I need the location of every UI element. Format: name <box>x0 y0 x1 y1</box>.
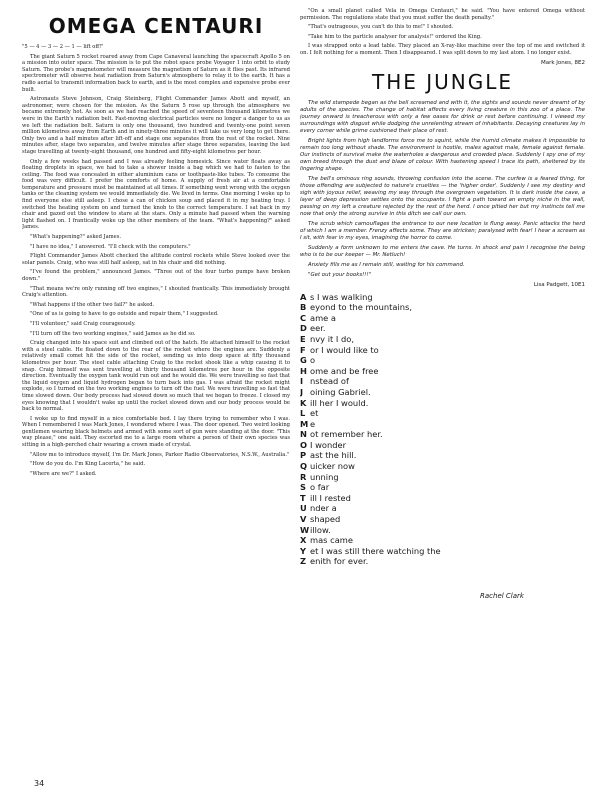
story-paragraph: "That means we're only running off two engines," I shouted frantically. This immediately brought Craig's attention. <box>22 285 290 299</box>
poem-line-text: o far <box>310 482 330 493</box>
omega-centauri-story <box>22 44 290 477</box>
poem-initial-letter: Q <box>300 461 308 472</box>
poem-line <box>300 366 585 377</box>
poem-line <box>300 461 585 472</box>
poem-initial-letter: M <box>300 418 309 429</box>
poem-line <box>300 345 585 356</box>
story-paragraph: "What's happening?" asked James. <box>30 234 122 241</box>
poem-initial-letter: B <box>300 302 307 313</box>
poem-line <box>300 323 585 334</box>
story-paragraph: Anxiety fills me as I remain still, waiting for his command. <box>308 261 465 268</box>
poem-line-text: uicker now <box>310 461 355 472</box>
left-column <box>22 8 290 788</box>
poem-initial-letter: P <box>300 450 307 461</box>
poem-initial-letter: D <box>300 323 307 334</box>
poem-line <box>300 472 585 483</box>
poem-line-text: ot remember her. <box>310 429 383 440</box>
poem-initial-letter: W <box>300 524 310 535</box>
story-paragraph: "One of us is going to have to go outside and repair them," I suggested. <box>30 311 219 318</box>
poem-line <box>300 556 585 567</box>
poem-line-text: eer. <box>310 323 326 334</box>
poem-line-text: nder a <box>310 503 337 514</box>
poem-initial-letter: L <box>300 408 306 419</box>
poem-initial-letter: F <box>300 344 306 355</box>
poem-initial-letter: O <box>300 439 308 450</box>
poem-initial-letter: R <box>300 471 307 482</box>
poem-line-text: shaped <box>310 514 341 525</box>
story-paragraph: Astronauts Steve Johnson, Craig Steinberg, Flight Commander James Abott and myself, an astronomer, were chosen for the mission. As the Saturn 5 rose up through the atmosphere we became extremely hot. As soon as we had reached the speed of seventeen thousand kilometres we were in the Earth's radiation belt. Fast-moving electrical particles were no longer a danger to us as we left the radiation belt. Saturn is only one thousand, two hundred and twenty-one point seven million kilometres away from Earth and in ninety-three minutes it will take us very long to get there. Only two and a half minutes after lift-off and stage one separates from the rest of the rocket. Nine minutes after, stage two separates, and twelve minutes after stage three separates, leaving the last stage travelling at twenty-eight thousand, one hundred and fifty-eight kilometres per hour. <box>22 96 290 155</box>
poem-line <box>300 408 585 419</box>
poem-line-text: e <box>310 418 316 429</box>
poem-line-text: et <box>310 408 319 419</box>
poem-line-text: enith for ever. <box>310 556 369 567</box>
poem-line <box>300 387 585 398</box>
poem-line <box>300 355 585 366</box>
story-paragraph: Suddenly a form unknown to me enters the cave. He turns. In shock and pain I recognise the being who is to be our keeper — Mr. Netluch! <box>300 244 585 258</box>
poem-initial-letter: N <box>300 429 307 440</box>
poem-line <box>300 535 585 546</box>
poem-line-text: ome and be free <box>310 365 379 376</box>
poem-line-text: ill I rested <box>310 492 351 503</box>
story-paragraph: The bell's ominous ring sounds, throwing confusion into the scene. The curfew is a feared thing, for those offending are subjected to nature's cruelties — the 'higher order'. Suddenly I see my destiny and sigh with joyous relief, weaving my way through the overgrown vegetation. It is dark inside the cave, a layer of deep depression settles onto the occupants. I fight a path toward an empty niche in the wall, passing on my left a creature rejected by the rest of the herd. I once pitied her but my instincts tell me now that only the strong survive in this ditch we call our own. <box>300 175 585 217</box>
poem-initial-letter: I <box>300 376 304 387</box>
story-paragraph: Only a few weeks had passed and I was already feeling homesick. Since water floats away as floating droplets in space, we had to take a shower inside a bag which we had to fasten to the ceiling. The food was concealed in either aluminium cans or toothpaste-like tubes. To consume the food was very difficult. I prefer the comforts of home. A supply of fresh air at a comfortable temperature and pressure must be maintained at all times. If something went wrong with the oxygen tanks or the cleaning system we would immediately die. We lived in terms. One morning I woke up to find everyone else still asleep. I chose a can of chicken soup and placed it in my heating tray. I switched the heating system on and turned the knob to the correct temperature. I sat back in my chair and gazed out the window to stare at the stars. Only a minute had passed when the warning light flashed on. I frantically woke up the other members of the team. "What's happening?" asked James. <box>22 158 290 231</box>
story-paragraph: "I'll turn off the two working engines," said James as he did so. <box>30 330 196 337</box>
story-paragraph: Flight Commander James Abott checked the altitude control rockets while Steve looked over the solar panels. Craig, who was still half asleep, sat in his chair and did nothing. <box>22 253 290 266</box>
poem-initial-letter: J <box>300 386 304 397</box>
the-jungle-signature: Lisa Padgett, 10E1 <box>533 281 585 288</box>
poem-line-text: illow. <box>310 524 331 535</box>
poem-initial-letter: Y <box>300 545 307 556</box>
poem-line-text: nvy it I do, <box>310 333 354 344</box>
right-column <box>300 8 585 788</box>
poem-initial-letter: G <box>300 355 307 366</box>
story-paragraph: The wild stampede began as the bell screamed and with it, the sights and sounds never dreamt of by adults of the species. The change of habitat affects every living creature in this zoo of a place. The journey onward is treacherous with only a few oases for drink or rest before continuing. I viewed my surroundings with disgust while dodging the unrelenting stream of inhabitants. Decaying creatures lay in every corner while grime cushioned their place of rest. <box>300 99 585 134</box>
poem-initial-letter: Z <box>300 556 307 567</box>
poem-line <box>300 429 585 440</box>
poem-line-text: eyond to the mountains, <box>310 302 413 313</box>
acrostic-signature: Rachel Clark <box>480 591 524 600</box>
story-paragraph: I was strapped onto a lead table. They placed an X-ray-like machine over the top of me and switched it on. I felt nothing for a moment. Then I disappeared. I was split down to my last atom. I no longer exist. <box>300 43 585 56</box>
poem-line <box>300 503 585 514</box>
story-paragraph: "On a small planet called Vela in Omega Centauri," he said. "You have entered Omega without permission. The regulations state that you must suffer the death penalty." <box>300 8 585 21</box>
omega-centauri-story-continued <box>300 8 585 57</box>
poem-line <box>300 419 585 430</box>
poem-line-text: et I was still there watching the <box>310 545 441 556</box>
story-paragraph: "How do you do. I'm King Lacerta," he said. <box>30 461 146 468</box>
poem-line <box>300 334 585 345</box>
story-paragraph: "That's outrageous, you can't do this to me!" I shouted. <box>308 24 454 31</box>
story-paragraph: Craig changed into his space suit and climbed out of the hatch. He attached himself to the rocket with a steel cable. He floated down to the rear of the rocket where the engines are. Suddenly a relatively small comet hit the side of the rocket, sending us into deep space at fifty thousand kilometres per hour. The steel cable attaching Craig to the rocket shook like a whip causing it to snap. Craig himself was sent travelling at thirty thousand kilometres per hour in the opposite direction. Eventually the oxygen tank would run out and he would die. We were travelling so fast that the liquid oxygen and liquid hydrogen began to turn back into gas. I was afraid the rocket might explode, so I turned on the two working engines to turn off the fuel. We were travelling so fast that time slowed down. Our body process had slowed down so much that we began to freeze. I closed my eyes knowing that I wouldn't wake up until the rocket slowed down and our body process would be back to normal. <box>22 340 290 413</box>
omega-centauri-signature: Mark Jones, 8E2 <box>540 59 585 66</box>
story-paragraph: "Get out your books!!!" <box>308 271 372 278</box>
poem-line-text: ame a <box>310 312 336 323</box>
story-paragraph: I woke up to find myself in a nice comfortable bed. I lay there trying to remember who I was. When I remembered I was Mark Jones, I wondered where I was. The door opened. Two weird looking gentlemen wearing black helmets and armed with some sort of gun were standing at the door. "This way please," one said. They escorted me to a large room where a person of their own species was sitting in a high-perched chair wearing a crown made of crystal. <box>22 415 290 449</box>
poem-line-text: o <box>310 355 316 366</box>
story-paragraph: "5 — 4 — 3 — 2 — 1 — lift off!" <box>22 44 104 50</box>
page-number: 34 <box>34 779 45 788</box>
poem-line-text: oining Gabriel. <box>310 386 371 397</box>
poem-line-text: ill her I would. <box>310 397 369 408</box>
alphabet-acrostic-poem <box>300 291 585 600</box>
story-paragraph: "What happens if the other two fail?" he asked. <box>30 301 155 308</box>
poem-line-text: unning <box>310 471 339 482</box>
poem-initial-letter: T <box>300 492 306 503</box>
poem-initial-letter: S <box>300 482 306 493</box>
poem-initial-letter: V <box>300 514 307 525</box>
story-paragraph: "I have no idea," I answered. "I'll check with the computers." <box>30 243 191 250</box>
poem-line-text: mas came <box>310 535 353 546</box>
poem-line <box>300 302 585 313</box>
poem-line <box>300 514 585 525</box>
poem-line <box>300 313 585 324</box>
poem-line-text: nstead of <box>310 376 349 387</box>
poem-initial-letter: H <box>300 365 307 376</box>
story-paragraph: "Where are we?" I asked. <box>30 470 97 477</box>
poem-line <box>300 292 585 303</box>
poem-line-text: or I would like to <box>310 344 379 355</box>
poem-initial-letter: X <box>300 535 307 546</box>
poem-line <box>300 482 585 493</box>
poem-line <box>300 398 585 409</box>
poem-line <box>300 525 585 536</box>
poem-line <box>300 450 585 461</box>
story-paragraph: "Allow me to introduce myself, I'm Dr. Mark Jones, Parker Radio Observatories, N.S.W., Australia." <box>30 451 290 458</box>
poem-line <box>300 546 585 557</box>
story-paragraph: Bright lights from high landforms force me to squint, while the humid climate makes it impossible to remain too long without shade. The environment is hostile, males against male, female against female. Our instincts of survival make the waterholes a dangerous and crowded place. Suddenly I spy one of my own breed through the dust and blaze of colour. With hastening speed I trace its path, sheltered by its lingering shape. <box>300 137 585 172</box>
poem-line <box>300 440 585 451</box>
poem-initial-letter: A <box>300 291 307 302</box>
story-title-the-jungle: THE JUNGLE <box>371 69 514 94</box>
the-jungle-story <box>300 100 585 279</box>
poem-line <box>300 376 585 387</box>
story-paragraph: The scrub which camouflages the entrance to our new location is flung away. Panic attacks the herd of which I am a member. Frenzy affects some. They are stricken; paralysed with fear! I hear a scream as I sit, with fear in my eyes, imagining the horror to come. <box>300 220 585 241</box>
poem-initial-letter: U <box>300 503 307 514</box>
poem-initial-letter: C <box>300 312 307 323</box>
poem-line-text: s I was walking <box>310 291 373 302</box>
story-paragraph: "I've found the problem," announced James. "Three out of the four turbo pumps have broken down." <box>22 269 290 282</box>
poem-initial-letter: K <box>300 397 307 408</box>
story-paragraph: The giant Saturn 5 rocket roared away from Cape Canaveral launching the spacecraft Apollo 5 on a mission into outer space. The mission is to put the robot space probe Voyager 1 into orbit to study Saturn. The probe's magnetometer will measure the magnetism of Saturn as it flies past. Its infrared spectrometer will observe heat radiation from Saturn's atmosphere to relay it to the earth. It has a radio aerial to transmit information back to earth, and is the most complex and expensive probe ever built. <box>22 53 290 93</box>
poem-line-text: ast the hill. <box>310 450 357 461</box>
poem-line-text: I wonder <box>310 439 346 450</box>
poem-line <box>300 493 585 504</box>
poem-initial-letter: E <box>300 333 306 344</box>
story-paragraph: "Take him to the particle analyser for analysis!" ordered the King. <box>308 33 482 40</box>
story-paragraph: "I'll volunteer," said Craig courageously. <box>30 320 136 327</box>
story-title-omega-centauri: OMEGA CENTAURI <box>48 14 264 38</box>
